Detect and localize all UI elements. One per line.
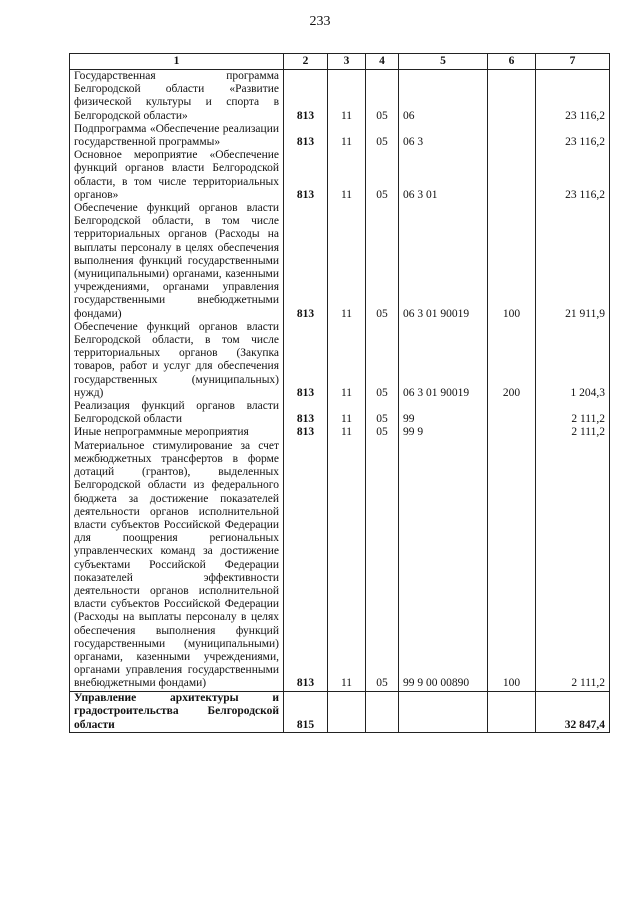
row-section-code: 11 — [328, 426, 366, 439]
row-expense-type — [488, 70, 536, 123]
column-header: 2 — [284, 54, 328, 70]
row-description: Государственная программа Белгородской области «Развитие физической культуры и спорта в Белгородской области» — [70, 70, 284, 123]
table-row-department — [70, 691, 610, 733]
row-subsection-code: 05 — [366, 149, 399, 202]
table-row — [70, 440, 610, 691]
column-header: 6 — [488, 54, 536, 70]
row-amount: 2 111,2 — [536, 426, 610, 439]
row-ministry-code: 813 — [284, 70, 328, 123]
row-subsection-code: 05 — [366, 70, 399, 123]
table-body — [70, 70, 610, 733]
row-expense-type — [488, 426, 536, 439]
row-target-article — [399, 691, 488, 733]
row-description: Иные непрограммные мероприятия — [70, 426, 284, 439]
row-description: Основное мероприятие «Обеспечение функций органов власти Белгородской области, в том числе территориальных органов» — [70, 149, 284, 202]
row-ministry-code: 813 — [284, 149, 328, 202]
header-row — [70, 54, 610, 70]
row-ministry-code: 815 — [284, 691, 328, 733]
row-subsection-code: 05 — [366, 321, 399, 400]
page-number: 233 — [309, 14, 331, 29]
table-row — [70, 426, 610, 439]
row-amount: 23 116,2 — [536, 149, 610, 202]
row-amount: 23 116,2 — [536, 123, 610, 149]
row-description: Обеспечение функций органов власти Белгородской области, в том числе территориальных органов (Расходы на выплаты персоналу в целях обеспечения выполнения функций государственными (муниципальными) органами, казенными учреждениями, органами управления государственными внебюджетными фондами) — [70, 202, 284, 321]
row-subsection-code: 05 — [366, 123, 399, 149]
row-ministry-code: 813 — [284, 123, 328, 149]
row-target-article: 06 3 01 — [399, 149, 488, 202]
column-header: 1 — [70, 54, 284, 70]
row-amount: 23 116,2 — [536, 70, 610, 123]
row-subsection-code: 05 — [366, 440, 399, 691]
row-description: Реализация функций органов власти Белгородской области — [70, 400, 284, 426]
row-expense-type — [488, 400, 536, 426]
row-amount: 1 204,3 — [536, 321, 610, 400]
row-amount: 2 111,2 — [536, 440, 610, 691]
row-section-code: 11 — [328, 440, 366, 691]
row-subsection-code: 05 — [366, 426, 399, 439]
row-expense-type: 100 — [488, 440, 536, 691]
row-description: Подпрограмма «Обеспечение реализации государственной программы» — [70, 123, 284, 149]
row-target-article: 99 9 00 00890 — [399, 440, 488, 691]
row-section-code: 11 — [328, 202, 366, 321]
row-target-article: 06 3 01 90019 — [399, 202, 488, 321]
row-ministry-code: 813 — [284, 426, 328, 439]
row-expense-type: 100 — [488, 202, 536, 321]
row-target-article: 06 3 — [399, 123, 488, 149]
column-header: 5 — [399, 54, 488, 70]
row-section-code — [328, 691, 366, 733]
row-amount: 2 111,2 — [536, 400, 610, 426]
row-section-code: 11 — [328, 123, 366, 149]
row-target-article: 99 — [399, 400, 488, 426]
column-header: 4 — [366, 54, 399, 70]
row-section-code: 11 — [328, 400, 366, 426]
table-row — [70, 321, 610, 400]
row-description: Управление архитектуры и градостроительства Белгородской области — [70, 691, 284, 733]
column-header: 7 — [536, 54, 610, 70]
table-row — [70, 149, 610, 202]
table-row — [70, 123, 610, 149]
row-expense-type: 200 — [488, 321, 536, 400]
row-description: Обеспечение функций органов власти Белгородской области, в том числе территориальных органов (Закупка товаров, работ и услуг для обеспечения государственных (муниципальных) нужд) — [70, 321, 284, 400]
row-amount: 32 847,4 — [536, 691, 610, 733]
row-expense-type — [488, 691, 536, 733]
row-subsection-code — [366, 691, 399, 733]
row-amount: 21 911,9 — [536, 202, 610, 321]
row-target-article: 06 3 01 90019 — [399, 321, 488, 400]
budget-table — [69, 53, 610, 733]
row-section-code: 11 — [328, 321, 366, 400]
row-ministry-code: 813 — [284, 202, 328, 321]
row-subsection-code: 05 — [366, 400, 399, 426]
row-description: Материальное стимулирование за счет межбюджетных трансфертов в форме дотаций (грантов), выделенных Белгородской области из федерального бюджета за достижение показателей деятельности органов исполнительной власти субъектов Российской Федерации для поощрения региональных управленческих команд за достижение субъектами Российской Федерации показателей эффективности деятельности органов исполнительной власти субъектов Российской Федерации (Расходы на выплаты персоналу в целях обеспечения выполнения функций государственными (муниципальными) органами, казенными учреждениями, органами управления государственными внебюджетными фондами) — [70, 440, 284, 691]
row-expense-type — [488, 149, 536, 202]
table-row — [70, 400, 610, 426]
row-target-article: 06 — [399, 70, 488, 123]
row-ministry-code: 813 — [284, 440, 328, 691]
row-ministry-code: 813 — [284, 321, 328, 400]
row-target-article: 99 9 — [399, 426, 488, 439]
row-subsection-code: 05 — [366, 202, 399, 321]
table-row — [70, 70, 610, 123]
row-expense-type — [488, 123, 536, 149]
row-ministry-code: 813 — [284, 400, 328, 426]
row-section-code: 11 — [328, 149, 366, 202]
table-row — [70, 202, 610, 321]
row-section-code: 11 — [328, 70, 366, 123]
column-header: 3 — [328, 54, 366, 70]
